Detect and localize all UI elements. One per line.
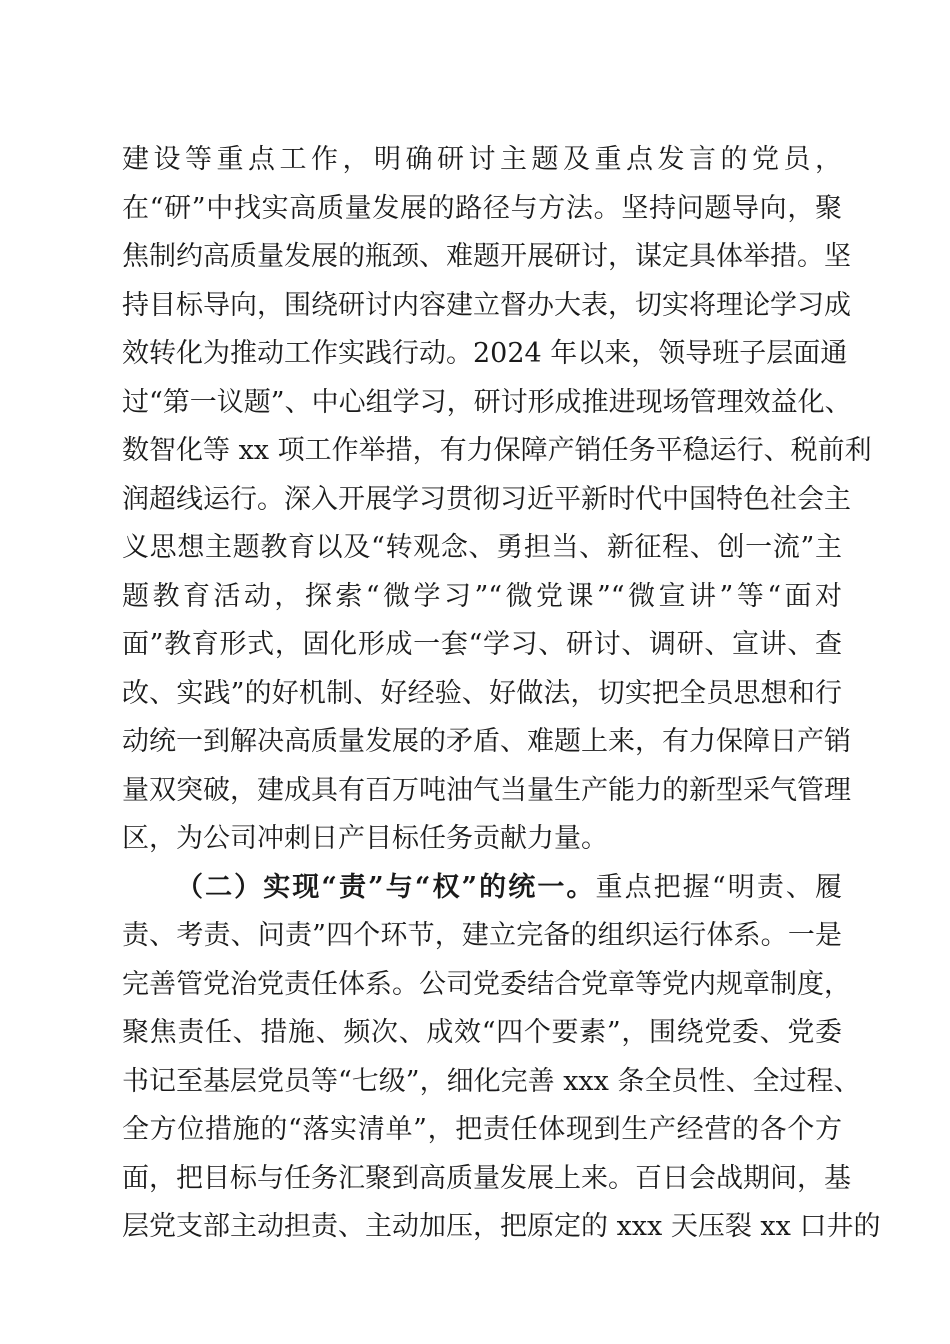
text-line: 建设等重点工作，明确研讨主题及重点发言的党员， xyxy=(122,144,842,175)
text-line: 面”教育形式，固化形成一套“学习、研讨、调研、宣讲、查 xyxy=(122,629,842,660)
text-line: 动统一到解决高质量发展的矛盾、难题上来，有力保障日产销 xyxy=(122,726,851,757)
text-line: 效转化为推动工作实践行动。2024 年以来，领导班子层面通 xyxy=(122,338,848,369)
body-text xyxy=(122,136,881,1252)
section-first-line-rest: 重点把握“明责、履 xyxy=(595,871,842,903)
text-line: 持目标导向，围绕研讨内容建立督办大表，切实将理论学习成 xyxy=(122,289,851,321)
text-line: 在“研”中找实高质量发展的路径与方法。坚持问题导向，聚 xyxy=(122,192,842,224)
text-line: 数智化等 xx 项工作举措，有力保障产销任务平稳运行、税前利 xyxy=(122,435,872,466)
section-first-line xyxy=(122,864,842,913)
text-line: 义思想主题教育以及“转观念、勇担当、新征程、创一流”主 xyxy=(122,532,842,563)
text-line: 改、实践”的好机制、好经验、好做法，切实把全员思想和行 xyxy=(122,677,842,709)
text-line: 书记至基层党员等“七级”，细化完善 xxx 条全员性、全过程、 xyxy=(122,1065,861,1097)
text-line: 量双突破，建成具有百万吨油气当量生产能力的新型采气管理 xyxy=(122,774,851,806)
text-line: 焦制约高质量发展的瓶颈、难题开展研讨，谋定具体举措。坚 xyxy=(122,241,851,272)
text-line: 完善管党治党责任体系。公司党委结合党章等党内规章制度， xyxy=(122,968,851,1000)
text-line: 责、考责、问责”四个环节，建立完备的组织运行体系。一是 xyxy=(122,920,842,951)
text-line: 题教育活动，探索“微学习”“微党课”“微宣讲”等“面对 xyxy=(122,580,842,612)
text-line: 过“第一议题”、中心组学习，研讨形成推进现场管理效益化、 xyxy=(122,386,852,418)
text-line: 全方位措施的“落实清单”，把责任体现到生产经营的各个方 xyxy=(122,1114,842,1145)
text-line-last: 区，为公司冲刺日产目标任务贡献力量。 xyxy=(122,823,608,854)
text-line: 面，把目标与任务汇聚到高质量发展上来。百日会战期间，基 xyxy=(122,1162,851,1194)
text-line: 层党支部主动担责、主动加压，把原定的 xxx 天压裂 xx 口井的 xyxy=(122,1211,881,1242)
text-line: 聚焦责任、措施、频次、成效“四个要素”，围绕党委、党委 xyxy=(122,1017,842,1048)
text-line: 润超线运行。深入开展学习贯彻习近平新时代中国特色社会主 xyxy=(122,483,851,515)
section-heading: （二）实现“责”与“权”的统一。 xyxy=(176,871,596,903)
